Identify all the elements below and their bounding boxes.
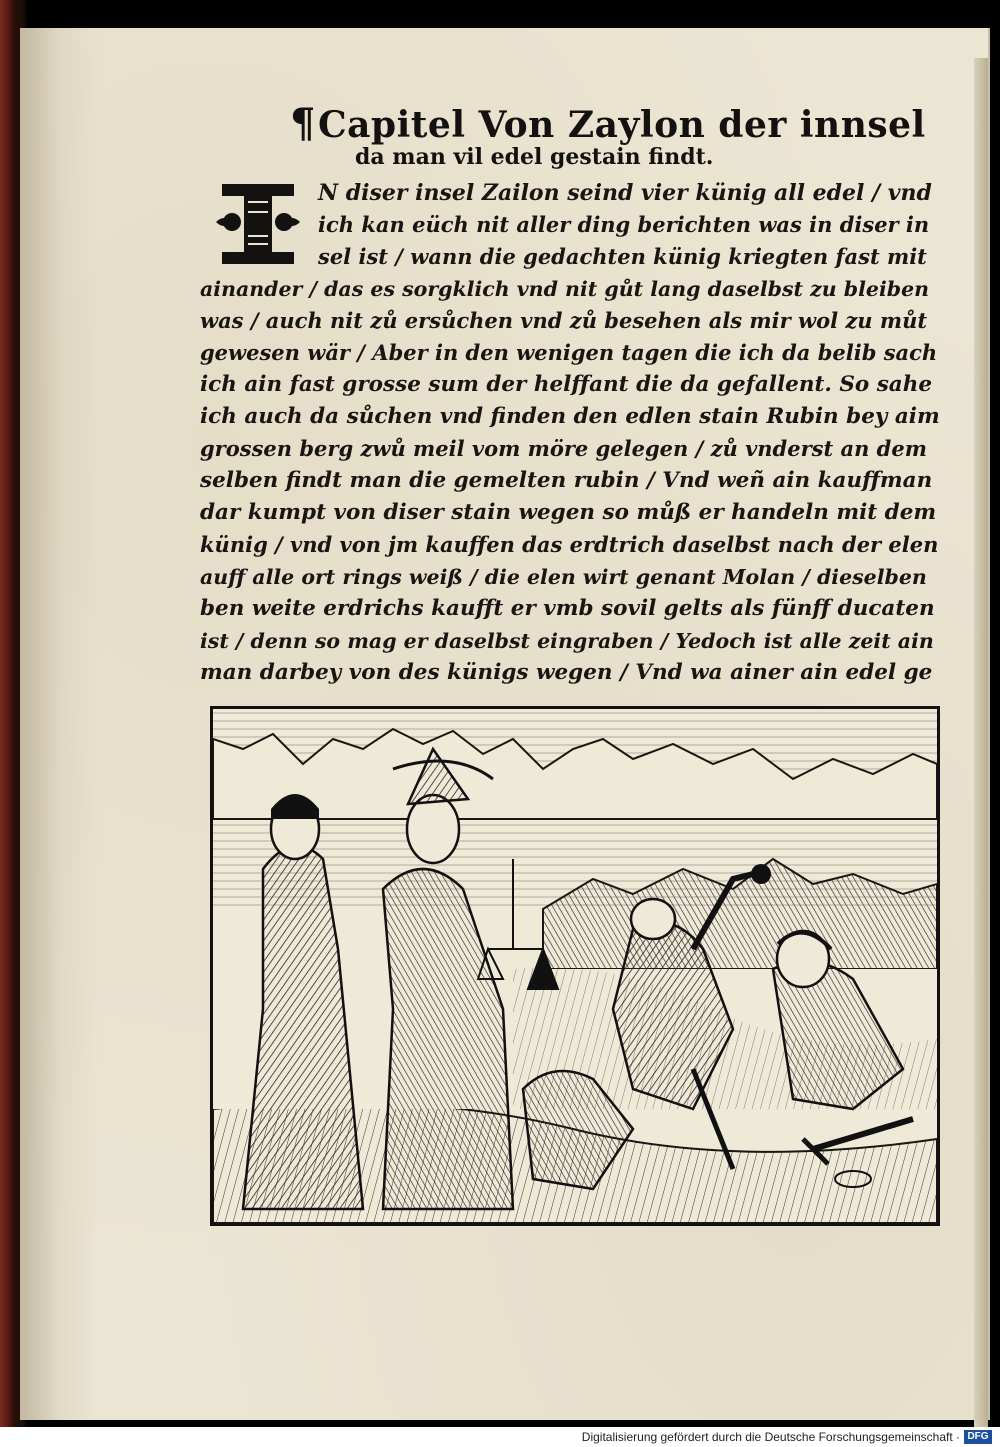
body-text-line: auff alle ort rings weiß / die elen wirt genant Molan / dieselben: [200, 565, 927, 589]
body-text-line: ich auch da sůchen vnd finden den edlen stain Rubin bey aim: [200, 404, 940, 429]
body-text-line: ben weite erdrichs kaufft er vmb sovil gelts als fünff ducaten: [200, 596, 935, 621]
woodcut-scene: [213, 709, 937, 1223]
body-text-line: gewesen wär / Aber in den wenigen tagen die ich da belib sach: [200, 340, 938, 365]
page-edge: [974, 58, 988, 1443]
dfg-logo: DFG: [964, 1430, 992, 1444]
merchant-figure: [383, 869, 513, 1209]
body-text-line: ich kan eüch nit aller ding berichten was in diser in: [318, 212, 930, 237]
body-text-line: künig / vnd von jm kauffen das erdtrich daselbst nach der elen: [200, 532, 939, 557]
body-text-line: ich ain fast grosse sum der helffant die da gefallent. So sahe: [200, 372, 933, 397]
body-text-line: grossen berg zwů meil vom möre gelegen / zů vnderst an dem: [200, 436, 927, 461]
body-text-line: man darbey von des künigs wegen / Vnd wa ainer ain edel ge: [200, 660, 933, 685]
footer-credit: Digitalisierung gefördert durch die Deutsche Forschungsgemeinschaft ·: [581, 1430, 960, 1444]
chapter-title: [290, 100, 926, 147]
body-text-line: dar kumpt von diser stain wegen so můß er handeln mit dem: [200, 500, 937, 525]
body-text-line: was / auch nit zů ersůchen vnd zů besehen als mir wol zu můt: [200, 308, 928, 333]
merchant-head: [407, 795, 459, 863]
body-text-line: selben findt man die gemelten rubin / Vnd weñ ain kauffman: [200, 468, 933, 493]
pilcrow-mark: ¶: [290, 100, 316, 147]
body-text-line: ist / denn so mag er daselbst eingraben / Yedoch ist alle zeit ain: [200, 629, 934, 653]
body-text-line: ainander / das es sorgklich vnd nit gůt lang daselbst zu bleiben: [200, 277, 930, 301]
chapter-title-text: Capitel Von Zaylon der innsel: [317, 104, 926, 146]
woodcut-illustration: [210, 706, 940, 1226]
raised-stone: [751, 864, 771, 884]
decorated-initial: [212, 178, 304, 270]
body-text-line: N diser insel Zailon seind vier künig all edel / vnd: [318, 180, 932, 206]
body-text-line: sel ist / wann die gedachten künig kriegten fast mit: [318, 244, 927, 269]
chapter-subtitle: da man vil edel gestain findt.: [355, 144, 714, 170]
